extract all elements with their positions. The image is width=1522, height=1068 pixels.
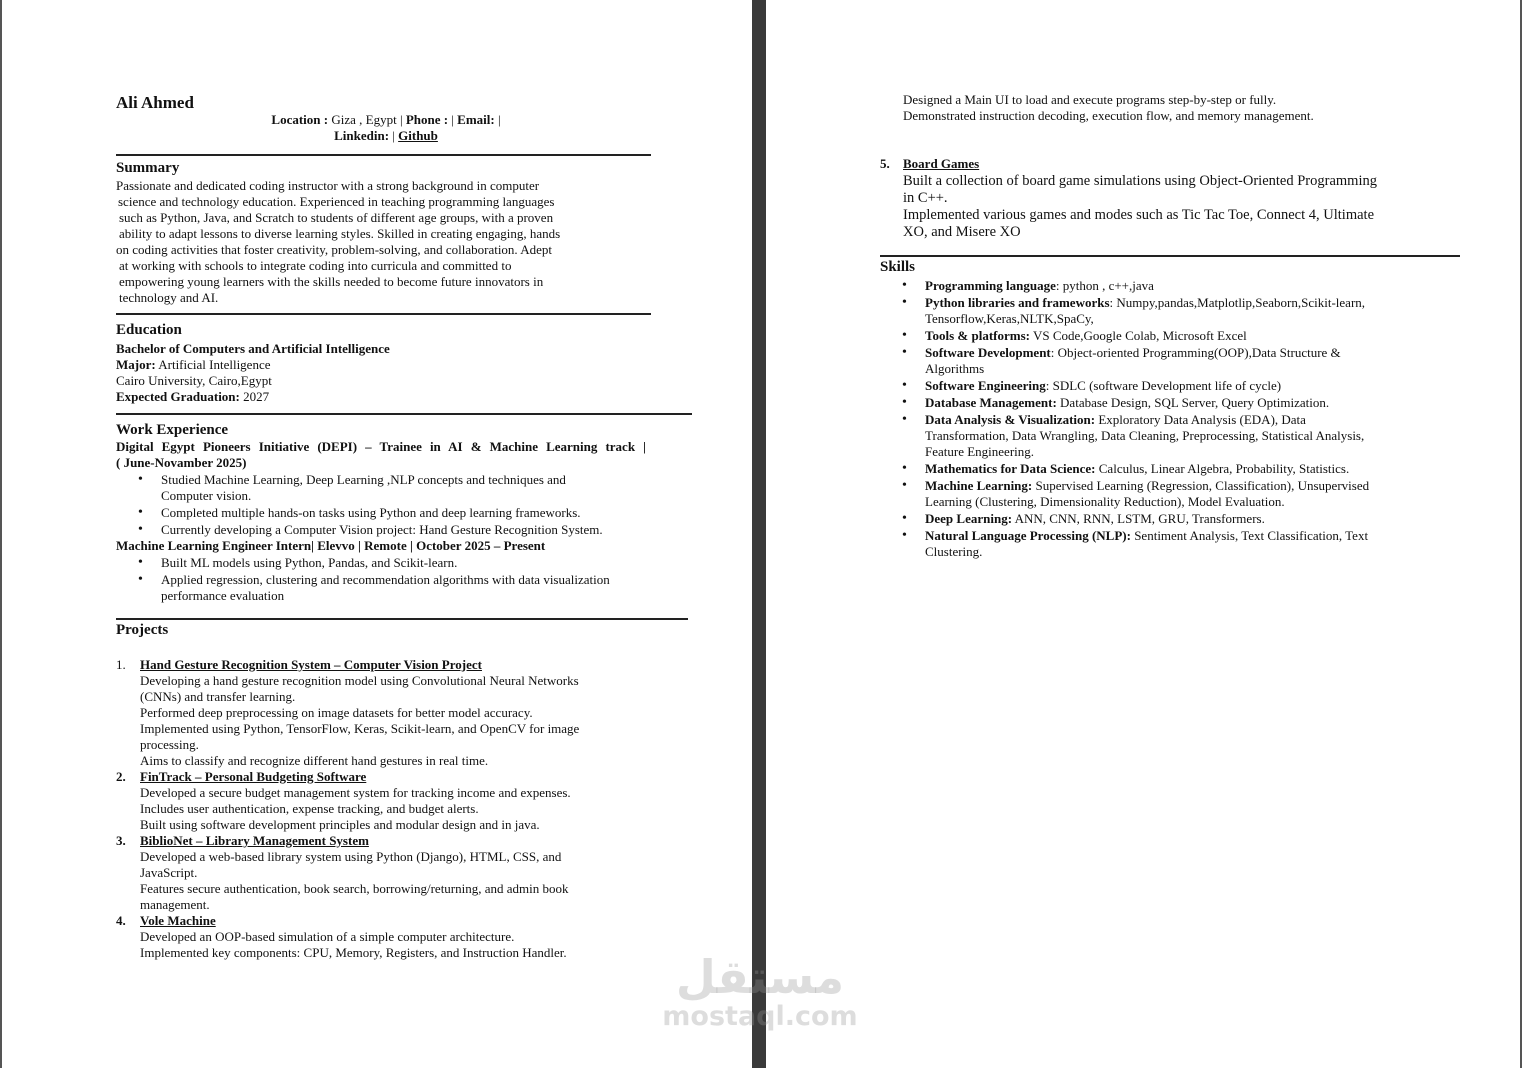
project-list bbox=[116, 657, 636, 961]
job-bullets bbox=[116, 555, 646, 604]
project-line: Implemented various games and modes such as Tic Tac Toe, Connect 4, Ultimate bbox=[903, 207, 1375, 223]
project-line: Includes user authentication, expense tracking, and budget alerts. bbox=[140, 801, 479, 816]
project-line: JavaScript. bbox=[140, 865, 198, 880]
skill-item bbox=[880, 395, 1440, 411]
project-item bbox=[116, 769, 636, 833]
project-number: 4. bbox=[116, 913, 126, 928]
skill-text: : Object-oriented Programming(OOP),Data Structure & bbox=[1050, 345, 1341, 360]
project-line: Built using software development principles and modular design and in java. bbox=[140, 817, 540, 832]
job-title: Machine Learning Engineer Intern| Elevvo | Remote | October 2025 – Present bbox=[116, 538, 546, 553]
watermark bbox=[655, 952, 865, 1032]
summary-line: at working with schools to integrate coding into curricula and committed to bbox=[119, 258, 512, 273]
job-bullet bbox=[116, 572, 646, 604]
graduation-value: 2027 bbox=[239, 389, 270, 404]
summary-line: on coding activities that foster creativity, problem-solving, and collaboration. Adept bbox=[116, 242, 552, 257]
skills-bullets bbox=[880, 278, 1440, 560]
skill-item bbox=[880, 378, 1440, 394]
skill-text: Transformation, Data Wrangling, Data Cleaning, Preprocessing, Statistical Analysis, bbox=[925, 428, 1365, 443]
project-item bbox=[116, 833, 636, 913]
summary-heading: Summary bbox=[116, 160, 180, 176]
summary-line: technology and AI. bbox=[119, 290, 219, 305]
graduation-label: Expected Graduation: bbox=[116, 389, 240, 404]
skill-text: ANN, CNN, RNN, LSTM, GRU, Transformers. bbox=[1012, 511, 1265, 526]
location-label: Location : bbox=[271, 112, 329, 127]
skill-item bbox=[880, 511, 1440, 527]
skill-item bbox=[880, 461, 1440, 477]
project-line: Developed a secure budget management system for tracking income and expenses. bbox=[140, 785, 571, 800]
project-title: Board Games bbox=[903, 156, 980, 171]
skill-label: Mathematics for Data Science: bbox=[925, 461, 1096, 476]
work-block bbox=[116, 439, 646, 604]
skill-text: Learning (Clustering, Dimensionality Reduction), Model Evaluation. bbox=[925, 494, 1285, 509]
skill-label: Machine Learning: bbox=[925, 478, 1033, 493]
project-item bbox=[116, 913, 636, 961]
major-value: Artificial Intelligence bbox=[155, 357, 271, 372]
candidate-name: Ali Ahmed bbox=[116, 93, 194, 112]
watermark-latin: mostaql.com bbox=[662, 1001, 858, 1032]
skill-text: Clustering. bbox=[925, 544, 983, 559]
resume-page-2 bbox=[766, 0, 1522, 1068]
project-line: Developed a web-based library system using Python (Django), HTML, CSS, and bbox=[140, 849, 562, 864]
project-line: Implemented key components: CPU, Memory, Registers, and Instruction Handler. bbox=[140, 945, 567, 960]
project-line: Features secure authentication, book search, borrowing/returning, and admin book bbox=[140, 881, 569, 896]
skill-item bbox=[880, 528, 1440, 560]
skill-label: Tools & platforms: bbox=[925, 328, 1030, 343]
skill-label: Deep Learning: bbox=[925, 511, 1013, 526]
skill-label: Programming language bbox=[925, 278, 1056, 293]
project-item bbox=[116, 657, 636, 769]
skill-item bbox=[880, 478, 1440, 510]
summary-line: empowering young learners with the skills needed to become future innovators in bbox=[119, 274, 544, 289]
skill-label: Data Analysis & Visualization: bbox=[925, 412, 1096, 427]
project-number: 5. bbox=[880, 156, 890, 171]
job-bullet bbox=[116, 472, 646, 504]
summary-text bbox=[116, 178, 616, 306]
section-divider bbox=[116, 154, 651, 156]
bullet-text: • Applied regression, clustering and recommendation algorithms with data visualization bbox=[161, 572, 610, 587]
section-divider bbox=[880, 255, 1460, 257]
education-heading: Education bbox=[116, 322, 182, 338]
separator: | bbox=[494, 112, 501, 127]
skill-text: VS Code,Google Colab, Microsoft Excel bbox=[1029, 328, 1247, 343]
skill-text: Calculus, Linear Algebra, Probability, Statistics. bbox=[1095, 461, 1350, 476]
skill-item bbox=[880, 278, 1440, 294]
skills-list bbox=[880, 278, 1440, 561]
summary-line: ability to adapt lessons to diverse learning styles. Skilled in creating engaging, hands bbox=[119, 226, 561, 241]
bullet-text: • Built ML models using Python, Pandas, and Scikit-learn. bbox=[161, 555, 458, 570]
project-number: 2. bbox=[116, 769, 126, 784]
email-label: Email: bbox=[457, 112, 495, 127]
university: Cairo University, Cairo,Egypt bbox=[116, 373, 272, 388]
skill-item bbox=[880, 412, 1440, 460]
skill-label: Database Management: bbox=[925, 395, 1057, 410]
skill-text: Exploratory Data Analysis (EDA), Data bbox=[1095, 412, 1306, 427]
project-number: 1. bbox=[116, 657, 126, 672]
skill-text: Sentiment Analysis, Text Classification, Text bbox=[1130, 528, 1369, 543]
bullet-text: • Studied Machine Learning, Deep Learning ,NLP concepts and techniques and bbox=[161, 472, 566, 487]
skill-text: Feature Engineering. bbox=[925, 444, 1035, 459]
section-divider bbox=[116, 413, 692, 415]
project-line: Implemented using Python, TensorFlow, Keras, Scikit-learn, and OpenCV for image bbox=[140, 721, 580, 736]
skill-text: : python , c++,java bbox=[1055, 278, 1154, 293]
skill-text: Database Design, SQL Server, Query Optimization. bbox=[1056, 395, 1330, 410]
job-bullet bbox=[116, 522, 646, 538]
project-title: BiblioNet – Library Management System bbox=[140, 833, 369, 848]
project-line: in C++. bbox=[903, 190, 948, 206]
project-4-continued bbox=[903, 92, 1463, 124]
skill-text: Tensorflow,Keras,NLTK,SpaCy, bbox=[925, 311, 1094, 326]
project-item bbox=[880, 156, 1460, 241]
skill-text: Algorithms bbox=[925, 361, 985, 376]
github-link[interactable]: Github bbox=[398, 128, 438, 143]
project-line: Aims to classify and recognize different hand gestures in real time. bbox=[140, 753, 489, 768]
bullet-text: performance evaluation bbox=[161, 588, 285, 603]
skills-heading: Skills bbox=[880, 259, 916, 275]
contact-line-1 bbox=[116, 112, 656, 128]
project-number: 3. bbox=[116, 833, 126, 848]
location-value: Giza , Egypt | bbox=[328, 112, 406, 127]
resume-page-1 bbox=[0, 0, 752, 1068]
project-line: (CNNs) and transfer learning. bbox=[140, 689, 296, 704]
project-line: Developed an OOP-based simulation of a simple computer architecture. bbox=[140, 929, 515, 944]
skill-item bbox=[880, 295, 1440, 327]
skill-text: : Numpy,pandas,Matplotlip,Seaborn,Scikit-learn, bbox=[1109, 295, 1366, 310]
project-title: Hand Gesture Recognition System – Computer Vision Project bbox=[140, 657, 482, 672]
project-title: Vole Machine bbox=[140, 913, 216, 928]
major-label: Major: bbox=[116, 357, 156, 372]
watermark-arabic: مستقل bbox=[675, 950, 845, 1004]
skill-label: Software Engineering bbox=[925, 378, 1046, 393]
project-line: Developing a hand gesture recognition model using Convolutional Neural Networks bbox=[140, 673, 579, 688]
linkedin-label: Linkedin: bbox=[334, 128, 390, 143]
skill-item bbox=[880, 345, 1440, 377]
skill-text: : SDLC (software Development life of cycle) bbox=[1045, 378, 1282, 393]
section-divider bbox=[116, 618, 688, 620]
separator: | bbox=[448, 112, 458, 127]
degree: Bachelor of Computers and Artificial Intelligence bbox=[116, 341, 390, 356]
job-title: Digital Egypt Pioneers Initiative (DEPI) – Trainee in AI & Machine Learning track | bbox=[116, 439, 646, 454]
job-bullet bbox=[116, 555, 646, 571]
graduation bbox=[116, 389, 656, 405]
education-block bbox=[116, 341, 656, 405]
skill-label: Python libraries and frameworks bbox=[925, 295, 1110, 310]
skill-text: Supervised Learning (Regression, Classification), Unsupervised bbox=[1032, 478, 1370, 493]
job-dates: ( June-Novamber 2025) bbox=[116, 455, 247, 470]
job-bullets bbox=[116, 472, 646, 538]
summary-line: science and technology education. Experienced in teaching programming languages bbox=[118, 194, 555, 209]
summary-line: such as Python, Java, and Scratch to students of different age groups, with a proven bbox=[119, 210, 554, 225]
bullet-text: • Completed multiple hands-on tasks using Python and deep learning frameworks. bbox=[161, 505, 581, 520]
bullet-text: Computer vision. bbox=[161, 488, 252, 503]
job-bullet bbox=[116, 505, 646, 521]
summary-line: Passionate and dedicated coding instructor with a strong background in computer bbox=[116, 178, 540, 193]
project-line: Demonstrated instruction decoding, execution flow, and memory management. bbox=[903, 108, 1314, 123]
phone-label: Phone : bbox=[405, 112, 449, 127]
project-line: management. bbox=[140, 897, 210, 912]
projects-heading: Projects bbox=[116, 622, 169, 638]
project-line: Built a collection of board game simulations using Object-Oriented Programming bbox=[903, 173, 1377, 189]
bullet-text: • Currently developing a Computer Vision project: Hand Gesture Recognition System. bbox=[161, 522, 603, 537]
skill-item bbox=[880, 328, 1440, 344]
project-line: Designed a Main UI to load and execute programs step-by-step or fully. bbox=[903, 92, 1277, 107]
project-line: Performed deep preprocessing on image datasets for better model accuracy. bbox=[140, 705, 533, 720]
work-heading: Work Experience bbox=[116, 422, 229, 438]
section-divider bbox=[116, 313, 651, 315]
project-line: processing. bbox=[140, 737, 199, 752]
skill-label: Natural Language Processing (NLP): bbox=[925, 528, 1131, 543]
separator: | bbox=[389, 128, 399, 143]
project-title: FinTrack – Personal Budgeting Software bbox=[140, 769, 367, 784]
skill-label: Software Development bbox=[925, 345, 1051, 360]
major bbox=[116, 357, 656, 373]
contact-line-2 bbox=[116, 128, 656, 144]
project-line: XO, and Misere XO bbox=[903, 224, 1021, 240]
